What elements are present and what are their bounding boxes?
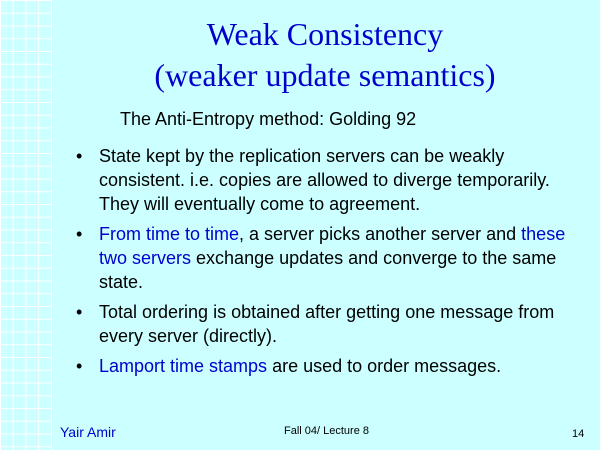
- highlight-text: these two servers: [99, 224, 566, 268]
- bullet-text: Total ordering is obtained after getting one message from every server (directly).: [99, 302, 555, 346]
- bullet-text: , a server picks another server and: [239, 224, 522, 244]
- bullet-icon: •: [76, 224, 83, 244]
- bullet-item: [76, 354, 586, 378]
- grid-divider: [51, 0, 52, 450]
- bullet-item: [76, 300, 586, 348]
- footer-lecture: Fall 04/ Lecture 8: [284, 425, 369, 437]
- decorative-grid: [0, 0, 51, 450]
- slide-title-line1: Weak Consistency: [206, 16, 444, 52]
- bullet-item: [76, 222, 586, 294]
- highlight-text: From time to time: [99, 224, 240, 244]
- bullet-text: are used to order messages.: [267, 356, 502, 376]
- highlight-text: Lamport time stamps: [99, 356, 268, 376]
- bullet-list: [76, 144, 586, 384]
- bullet-icon: •: [76, 302, 83, 322]
- bullet-text: State kept by the replication servers can be weakly consistent. i.e. copies are allowed to diverge temporarily. They will eventually come to agreement.: [99, 146, 550, 214]
- slide-subtitle: The Anti-Entropy method: Golding 92: [120, 109, 417, 129]
- slide-title-line2: (weaker update semantics): [154, 57, 496, 93]
- bullet-icon: •: [76, 146, 83, 166]
- bullet-item: [76, 144, 586, 216]
- bullet-text: exchange updates and converge to the same state.: [99, 248, 557, 292]
- bullet-icon: •: [76, 356, 83, 376]
- footer-author: Yair Amir: [60, 424, 116, 440]
- page-number: 14: [572, 428, 585, 440]
